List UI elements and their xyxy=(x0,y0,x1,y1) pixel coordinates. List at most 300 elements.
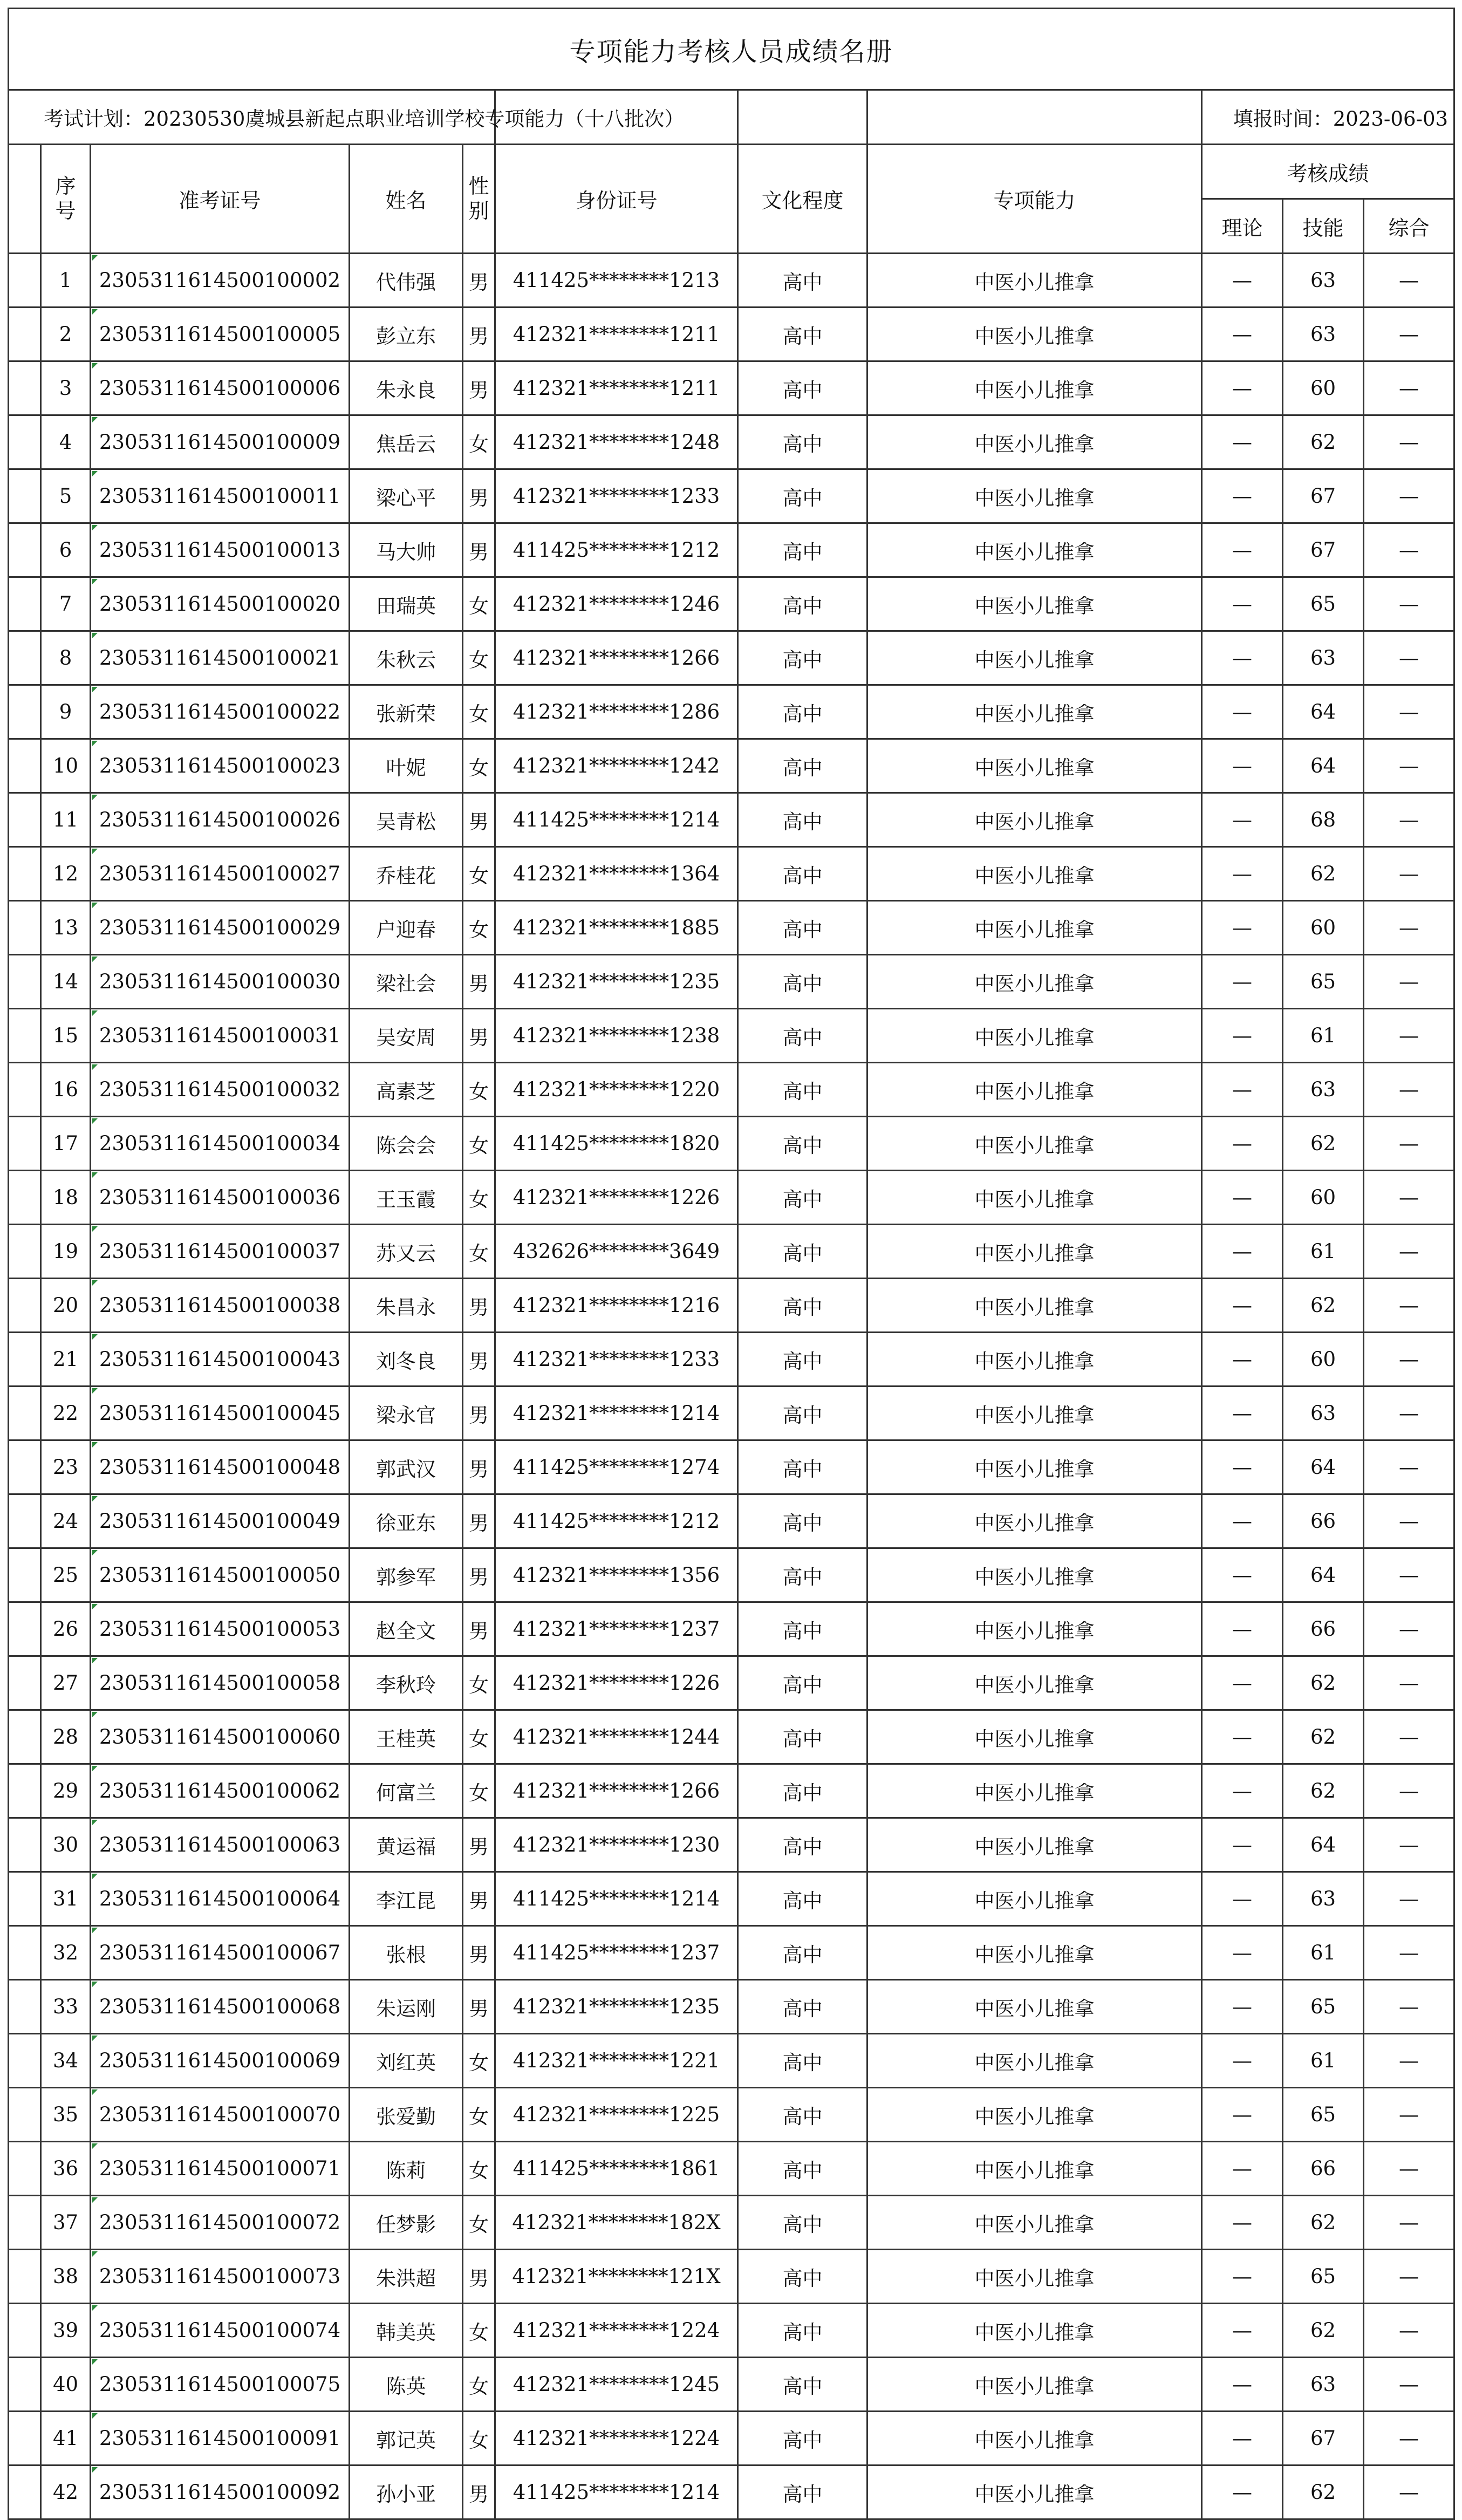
row-theory-score: — xyxy=(1202,685,1283,739)
row-id-no: 411425********1214 xyxy=(495,793,738,847)
row-id-no: 412321********1286 xyxy=(495,685,738,739)
row-education: 高中 xyxy=(738,1872,867,1926)
row-seq: 26 xyxy=(41,1602,91,1656)
row-theory-score: — xyxy=(1202,308,1283,361)
row-practice-score: 65 xyxy=(1283,2250,1364,2304)
row-seq: 21 xyxy=(41,1333,91,1387)
header-overall: 综合 xyxy=(1364,199,1454,254)
row-theory-score: — xyxy=(1202,1063,1283,1117)
row-exam-no: 2305311614500100049 xyxy=(91,1494,350,1548)
row-practice-score: 62 xyxy=(1283,1279,1364,1333)
row-name: 刘冬良 xyxy=(350,1333,463,1387)
row-blank-cell xyxy=(9,1279,41,1333)
row-blank-cell xyxy=(9,739,41,793)
row-id-no: 411425********1213 xyxy=(495,254,738,308)
row-skill: 中医小儿推拿 xyxy=(867,2412,1202,2466)
row-blank-cell xyxy=(9,1602,41,1656)
row-practice-score: 63 xyxy=(1283,1872,1364,1926)
row-seq: 38 xyxy=(41,2250,91,2304)
row-blank-cell xyxy=(9,308,41,361)
row-name: 高素芝 xyxy=(350,1063,463,1117)
row-seq: 2 xyxy=(41,308,91,361)
header-practice: 技能 xyxy=(1283,199,1364,254)
row-exam-no: 2305311614500100031 xyxy=(91,1009,350,1063)
row-theory-score: — xyxy=(1202,361,1283,415)
row-overall-score: — xyxy=(1364,1009,1454,1063)
table-row xyxy=(9,254,1454,308)
row-theory-score: — xyxy=(1202,2412,1283,2466)
row-overall-score: — xyxy=(1364,1171,1454,1225)
row-seq: 11 xyxy=(41,793,91,847)
row-blank-cell xyxy=(9,577,41,631)
row-overall-score: — xyxy=(1364,1926,1454,1980)
row-skill: 中医小儿推拿 xyxy=(867,2088,1202,2142)
row-theory-score: — xyxy=(1202,1440,1283,1494)
row-education: 高中 xyxy=(738,847,867,901)
row-exam-no: 2305311614500100011 xyxy=(91,469,350,523)
row-education: 高中 xyxy=(738,901,867,955)
header-seq xyxy=(41,145,91,254)
row-gender: 女 xyxy=(463,1225,495,1279)
row-gender: 女 xyxy=(463,2034,495,2088)
row-overall-score: — xyxy=(1364,1063,1454,1117)
row-blank-cell xyxy=(9,415,41,469)
row-education: 高中 xyxy=(738,361,867,415)
row-overall-score: — xyxy=(1364,901,1454,955)
row-exam-no: 2305311614500100030 xyxy=(91,955,350,1009)
row-theory-score: — xyxy=(1202,1818,1283,1872)
row-seq: 10 xyxy=(41,739,91,793)
row-overall-score: — xyxy=(1364,254,1454,308)
row-seq: 28 xyxy=(41,1710,91,1764)
row-education: 高中 xyxy=(738,1926,867,1980)
row-seq: 27 xyxy=(41,1656,91,1710)
row-practice-score: 65 xyxy=(1283,1980,1364,2034)
row-overall-score: — xyxy=(1364,2034,1454,2088)
row-exam-no: 2305311614500100048 xyxy=(91,1440,350,1494)
row-seq: 8 xyxy=(41,631,91,685)
row-name: 马大帅 xyxy=(350,523,463,577)
row-overall-score: — xyxy=(1364,2304,1454,2358)
row-practice-score: 62 xyxy=(1283,2466,1364,2519)
row-blank-cell xyxy=(9,2034,41,2088)
table-row xyxy=(9,361,1454,415)
fill-time: 填报时间：2023-06-03 xyxy=(1202,90,1454,145)
row-seq: 30 xyxy=(41,1818,91,1872)
row-skill: 中医小儿推拿 xyxy=(867,523,1202,577)
row-blank-cell xyxy=(9,1494,41,1548)
row-skill: 中医小儿推拿 xyxy=(867,2034,1202,2088)
row-name: 朱秋云 xyxy=(350,631,463,685)
row-gender: 男 xyxy=(463,1279,495,1333)
row-education: 高中 xyxy=(738,1710,867,1764)
row-exam-no: 2305311614500100074 xyxy=(91,2304,350,2358)
row-exam-no: 2305311614500100036 xyxy=(91,1171,350,1225)
row-overall-score: — xyxy=(1364,2142,1454,2196)
row-practice-score: 64 xyxy=(1283,1548,1364,1602)
row-theory-score: — xyxy=(1202,1171,1283,1225)
row-skill: 中医小儿推拿 xyxy=(867,1440,1202,1494)
row-blank-cell xyxy=(9,254,41,308)
row-seq: 3 xyxy=(41,361,91,415)
header-blank-left xyxy=(9,145,41,254)
row-id-no: 412321********1246 xyxy=(495,577,738,631)
row-id-no: 412321********1230 xyxy=(495,1818,738,1872)
row-skill: 中医小儿推拿 xyxy=(867,1225,1202,1279)
row-gender: 女 xyxy=(463,577,495,631)
row-skill: 中医小儿推拿 xyxy=(867,2196,1202,2250)
row-seq: 17 xyxy=(41,1117,91,1171)
row-exam-no: 2305311614500100091 xyxy=(91,2412,350,2466)
row-practice-score: 64 xyxy=(1283,1440,1364,1494)
row-education: 高中 xyxy=(738,1764,867,1818)
row-blank-cell xyxy=(9,1171,41,1225)
row-seq: 1 xyxy=(41,254,91,308)
table-row xyxy=(9,1009,1454,1063)
table-row xyxy=(9,1117,1454,1171)
row-seq: 14 xyxy=(41,955,91,1009)
row-overall-score: — xyxy=(1364,685,1454,739)
row-exam-no: 2305311614500100053 xyxy=(91,1602,350,1656)
row-seq: 29 xyxy=(41,1764,91,1818)
row-practice-score: 63 xyxy=(1283,1387,1364,1440)
table-row xyxy=(9,1494,1454,1548)
row-gender: 男 xyxy=(463,1494,495,1548)
row-overall-score: — xyxy=(1364,2412,1454,2466)
row-id-no: 412321********182X xyxy=(495,2196,738,2250)
row-seq: 19 xyxy=(41,1225,91,1279)
table-row xyxy=(9,469,1454,523)
header-gender-text: 性别 xyxy=(468,174,489,223)
row-blank-cell xyxy=(9,2466,41,2519)
table-row xyxy=(9,2466,1454,2519)
row-gender: 男 xyxy=(463,1926,495,1980)
row-id-no: 412321********1266 xyxy=(495,631,738,685)
row-name: 王桂英 xyxy=(350,1710,463,1764)
row-theory-score: — xyxy=(1202,1656,1283,1710)
row-seq: 35 xyxy=(41,2088,91,2142)
row-overall-score: — xyxy=(1364,2088,1454,2142)
table-row xyxy=(9,2196,1454,2250)
row-skill: 中医小儿推拿 xyxy=(867,739,1202,793)
row-practice-score: 68 xyxy=(1283,793,1364,847)
row-skill: 中医小儿推拿 xyxy=(867,1063,1202,1117)
row-skill: 中医小儿推拿 xyxy=(867,955,1202,1009)
row-gender: 男 xyxy=(463,523,495,577)
row-exam-no: 2305311614500100050 xyxy=(91,1548,350,1602)
row-seq: 6 xyxy=(41,523,91,577)
row-education: 高中 xyxy=(738,2466,867,2519)
row-theory-score: — xyxy=(1202,2142,1283,2196)
row-blank-cell xyxy=(9,2088,41,2142)
row-skill: 中医小儿推拿 xyxy=(867,631,1202,685)
row-seq: 36 xyxy=(41,2142,91,2196)
row-skill: 中医小儿推拿 xyxy=(867,415,1202,469)
row-overall-score: — xyxy=(1364,1764,1454,1818)
row-theory-score: — xyxy=(1202,1980,1283,2034)
row-id-no: 412321********1214 xyxy=(495,1387,738,1440)
row-name: 郭记英 xyxy=(350,2412,463,2466)
row-theory-score: — xyxy=(1202,847,1283,901)
table-row xyxy=(9,847,1454,901)
row-overall-score: — xyxy=(1364,1656,1454,1710)
row-overall-score: — xyxy=(1364,1225,1454,1279)
row-theory-score: — xyxy=(1202,469,1283,523)
row-id-no: 412321********1220 xyxy=(495,1063,738,1117)
row-name: 郭武汉 xyxy=(350,1440,463,1494)
row-seq: 33 xyxy=(41,1980,91,2034)
row-overall-score: — xyxy=(1364,1333,1454,1387)
row-education: 高中 xyxy=(738,1548,867,1602)
row-skill: 中医小儿推拿 xyxy=(867,577,1202,631)
table-row xyxy=(9,1333,1454,1387)
row-overall-score: — xyxy=(1364,847,1454,901)
row-id-no: 411425********1237 xyxy=(495,1926,738,1980)
row-overall-score: — xyxy=(1364,1548,1454,1602)
row-gender: 男 xyxy=(463,254,495,308)
row-education: 高中 xyxy=(738,739,867,793)
row-theory-score: — xyxy=(1202,1764,1283,1818)
row-gender: 女 xyxy=(463,2304,495,2358)
row-seq: 12 xyxy=(41,847,91,901)
row-name: 代伟强 xyxy=(350,254,463,308)
row-skill: 中医小儿推拿 xyxy=(867,2250,1202,2304)
row-education: 高中 xyxy=(738,685,867,739)
row-id-no: 412321********1245 xyxy=(495,2358,738,2412)
row-gender: 女 xyxy=(463,739,495,793)
row-practice-score: 61 xyxy=(1283,1926,1364,1980)
row-id-no: 412321********1226 xyxy=(495,1171,738,1225)
row-practice-score: 63 xyxy=(1283,254,1364,308)
row-exam-no: 2305311614500100006 xyxy=(91,361,350,415)
row-blank-cell xyxy=(9,2196,41,2250)
row-theory-score: — xyxy=(1202,1926,1283,1980)
header-exam-no: 准考证号 xyxy=(91,145,350,254)
table-row xyxy=(9,1872,1454,1926)
row-id-no: 412321********1266 xyxy=(495,1764,738,1818)
row-exam-no: 2305311614500100058 xyxy=(91,1656,350,1710)
row-gender: 女 xyxy=(463,2412,495,2466)
row-seq: 32 xyxy=(41,1926,91,1980)
row-skill: 中医小儿推拿 xyxy=(867,847,1202,901)
row-id-no: 412321********1224 xyxy=(495,2304,738,2358)
row-exam-no: 2305311614500100067 xyxy=(91,1926,350,1980)
row-education: 高中 xyxy=(738,577,867,631)
row-overall-score: — xyxy=(1364,2358,1454,2412)
row-exam-no: 2305311614500100026 xyxy=(91,793,350,847)
row-exam-no: 2305311614500100009 xyxy=(91,415,350,469)
row-gender: 男 xyxy=(463,1872,495,1926)
row-theory-score: — xyxy=(1202,739,1283,793)
row-seq: 37 xyxy=(41,2196,91,2250)
table-row xyxy=(9,1710,1454,1764)
row-exam-no: 2305311614500100073 xyxy=(91,2250,350,2304)
table-row xyxy=(9,577,1454,631)
row-id-no: 411425********1214 xyxy=(495,1872,738,1926)
row-practice-score: 63 xyxy=(1283,2358,1364,2412)
row-exam-no: 2305311614500100021 xyxy=(91,631,350,685)
row-gender: 男 xyxy=(463,361,495,415)
table-row xyxy=(9,2250,1454,2304)
row-overall-score: — xyxy=(1364,1494,1454,1548)
row-gender: 男 xyxy=(463,2466,495,2519)
row-name: 李秋玲 xyxy=(350,1656,463,1710)
row-education: 高中 xyxy=(738,2304,867,2358)
row-blank-cell xyxy=(9,631,41,685)
row-practice-score: 60 xyxy=(1283,1171,1364,1225)
row-exam-no: 2305311614500100037 xyxy=(91,1225,350,1279)
row-skill: 中医小儿推拿 xyxy=(867,1602,1202,1656)
row-gender: 女 xyxy=(463,1171,495,1225)
row-education: 高中 xyxy=(738,2196,867,2250)
row-skill: 中医小儿推拿 xyxy=(867,1926,1202,1980)
row-name: 张新荣 xyxy=(350,685,463,739)
row-skill: 中医小儿推拿 xyxy=(867,2142,1202,2196)
row-skill: 中医小儿推拿 xyxy=(867,1656,1202,1710)
row-id-no: 412321********1216 xyxy=(495,1279,738,1333)
row-education: 高中 xyxy=(738,469,867,523)
row-gender: 女 xyxy=(463,631,495,685)
row-blank-cell xyxy=(9,1225,41,1279)
row-id-no: 412321********1244 xyxy=(495,1710,738,1764)
row-id-no: 412321********1242 xyxy=(495,739,738,793)
row-seq: 15 xyxy=(41,1009,91,1063)
row-exam-no: 2305311614500100069 xyxy=(91,2034,350,2088)
row-name: 郭参军 xyxy=(350,1548,463,1602)
row-overall-score: — xyxy=(1364,2196,1454,2250)
row-theory-score: — xyxy=(1202,1548,1283,1602)
row-id-no: 412321********1226 xyxy=(495,1656,738,1710)
row-gender: 男 xyxy=(463,1548,495,1602)
row-exam-no: 2305311614500100043 xyxy=(91,1333,350,1387)
row-name: 苏又云 xyxy=(350,1225,463,1279)
table-row xyxy=(9,739,1454,793)
row-exam-no: 2305311614500100045 xyxy=(91,1387,350,1440)
header-education: 文化程度 xyxy=(738,145,867,254)
row-name: 吴安周 xyxy=(350,1009,463,1063)
row-name: 黄运福 xyxy=(350,1818,463,1872)
row-theory-score: — xyxy=(1202,1279,1283,1333)
row-name: 叶妮 xyxy=(350,739,463,793)
row-blank-cell xyxy=(9,1656,41,1710)
row-name: 朱运刚 xyxy=(350,1980,463,2034)
row-overall-score: — xyxy=(1364,1117,1454,1171)
row-name: 户迎春 xyxy=(350,901,463,955)
table-row xyxy=(9,2034,1454,2088)
row-name: 李江昆 xyxy=(350,1872,463,1926)
row-theory-score: — xyxy=(1202,2196,1283,2250)
table-row xyxy=(9,901,1454,955)
row-exam-no: 2305311614500100064 xyxy=(91,1872,350,1926)
row-theory-score: — xyxy=(1202,1009,1283,1063)
row-practice-score: 62 xyxy=(1283,1710,1364,1764)
row-skill: 中医小儿推拿 xyxy=(867,1171,1202,1225)
table-row xyxy=(9,1548,1454,1602)
row-gender: 男 xyxy=(463,469,495,523)
row-blank-cell xyxy=(9,793,41,847)
row-overall-score: — xyxy=(1364,577,1454,631)
row-overall-score: — xyxy=(1364,2250,1454,2304)
row-exam-no: 2305311614500100027 xyxy=(91,847,350,901)
table-row xyxy=(9,1764,1454,1818)
row-practice-score: 66 xyxy=(1283,2142,1364,2196)
row-exam-no: 2305311614500100013 xyxy=(91,523,350,577)
row-id-no: 412321********1885 xyxy=(495,901,738,955)
row-id-no: 412321********1224 xyxy=(495,2412,738,2466)
row-overall-score: — xyxy=(1364,631,1454,685)
row-exam-no: 2305311614500100072 xyxy=(91,2196,350,2250)
row-gender: 男 xyxy=(463,1333,495,1387)
row-name: 彭立东 xyxy=(350,308,463,361)
table-row xyxy=(9,2412,1454,2466)
plan-blank-cell-2 xyxy=(867,90,1202,145)
header-skill: 专项能力 xyxy=(867,145,1202,254)
row-skill: 中医小儿推拿 xyxy=(867,469,1202,523)
row-name: 王玉霞 xyxy=(350,1171,463,1225)
row-skill: 中医小儿推拿 xyxy=(867,1333,1202,1387)
row-theory-score: — xyxy=(1202,2304,1283,2358)
row-gender: 女 xyxy=(463,2088,495,2142)
row-skill: 中医小儿推拿 xyxy=(867,2304,1202,2358)
header-seq-text: 序号 xyxy=(55,174,76,223)
row-blank-cell xyxy=(9,1440,41,1494)
row-exam-no: 2305311614500100063 xyxy=(91,1818,350,1872)
row-education: 高中 xyxy=(738,523,867,577)
table-row xyxy=(9,1656,1454,1710)
row-id-no: 412321********1233 xyxy=(495,1333,738,1387)
row-education: 高中 xyxy=(738,2412,867,2466)
row-blank-cell xyxy=(9,1818,41,1872)
row-practice-score: 63 xyxy=(1283,308,1364,361)
row-practice-score: 63 xyxy=(1283,1063,1364,1117)
row-overall-score: — xyxy=(1364,793,1454,847)
row-skill: 中医小儿推拿 xyxy=(867,901,1202,955)
row-skill: 中医小儿推拿 xyxy=(867,685,1202,739)
row-name: 徐亚东 xyxy=(350,1494,463,1548)
row-seq: 40 xyxy=(41,2358,91,2412)
row-education: 高中 xyxy=(738,793,867,847)
row-education: 高中 xyxy=(738,1440,867,1494)
row-blank-cell xyxy=(9,2142,41,2196)
table-row xyxy=(9,2358,1454,2412)
table-row xyxy=(9,1387,1454,1440)
row-education: 高中 xyxy=(738,1333,867,1387)
row-blank-cell xyxy=(9,901,41,955)
row-exam-no: 2305311614500100060 xyxy=(91,1710,350,1764)
row-practice-score: 67 xyxy=(1283,523,1364,577)
row-gender: 女 xyxy=(463,2196,495,2250)
row-skill: 中医小儿推拿 xyxy=(867,793,1202,847)
row-blank-cell xyxy=(9,1548,41,1602)
row-education: 高中 xyxy=(738,631,867,685)
row-education: 高中 xyxy=(738,308,867,361)
row-gender: 女 xyxy=(463,901,495,955)
row-id-no: 412321********1211 xyxy=(495,361,738,415)
table-row xyxy=(9,1225,1454,1279)
row-name: 朱洪超 xyxy=(350,2250,463,2304)
row-skill: 中医小儿推拿 xyxy=(867,1117,1202,1171)
row-practice-score: 61 xyxy=(1283,1009,1364,1063)
row-seq: 24 xyxy=(41,1494,91,1548)
row-exam-no: 2305311614500100020 xyxy=(91,577,350,631)
row-seq: 34 xyxy=(41,2034,91,2088)
row-name: 吴青松 xyxy=(350,793,463,847)
row-theory-score: — xyxy=(1202,2034,1283,2088)
table-row xyxy=(9,685,1454,739)
row-id-no: 412321********121X xyxy=(495,2250,738,2304)
row-exam-no: 2305311614500100032 xyxy=(91,1063,350,1117)
row-gender: 女 xyxy=(463,1063,495,1117)
